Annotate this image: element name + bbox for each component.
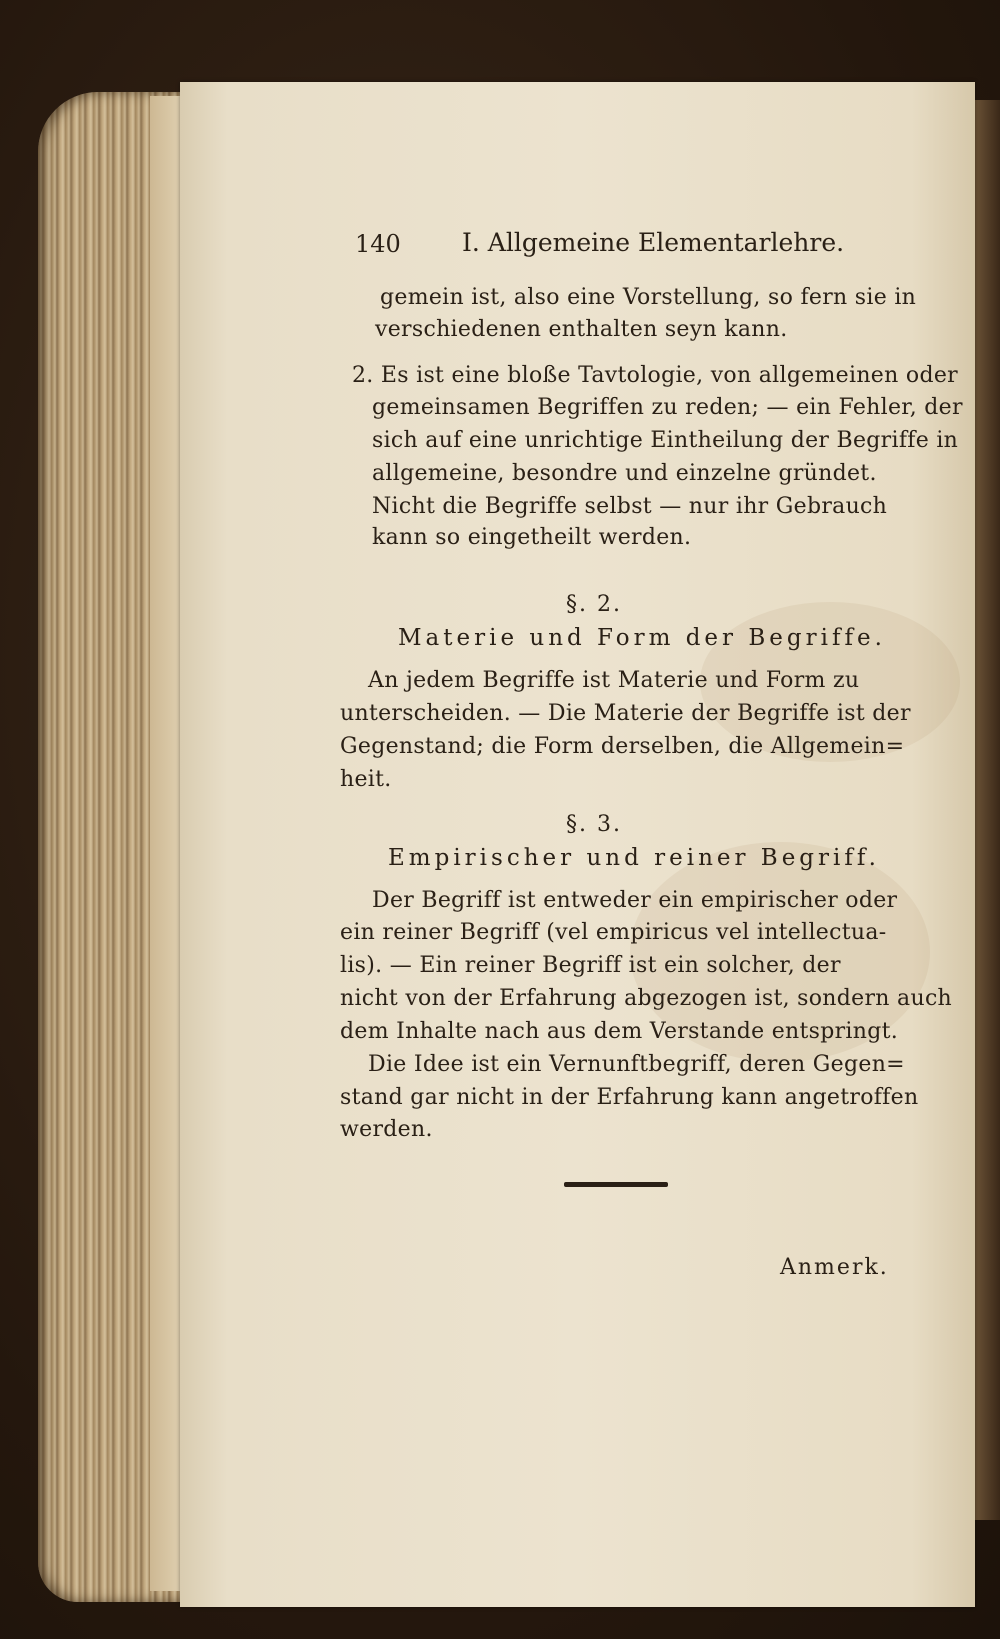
text-line: Der Begriff ist entweder ein empirischer oder [372, 888, 898, 913]
page-number: 140 [355, 230, 401, 258]
section-heading: Empirischer und reiner Begriff. [388, 845, 880, 871]
text-line: ein reiner Begriff (vel empiricus vel intellectua- [340, 920, 887, 945]
section-number: §. 3. [566, 812, 622, 837]
text-line: Die Idee ist ein Vernunftbegriff, deren Gegen= [368, 1052, 905, 1077]
catchword: Anmerk. [780, 1255, 889, 1280]
text-line: stand gar nicht in der Erfahrung kann angetroffen [340, 1085, 919, 1110]
text-line: gemeinsamen Begriffen zu reden; — ein Fehler, der [372, 395, 963, 420]
text-line: verschiedenen enthalten seyn kann. [375, 317, 788, 342]
text-line: An jedem Begriffe ist Materie und Form zu [368, 668, 860, 693]
decorative-rule [564, 1182, 668, 1187]
running-title: I. Allgemeine Elementarlehre. [462, 228, 845, 257]
section-heading: Materie und Form der Begriffe. [398, 625, 886, 651]
facing-page-edge [975, 100, 1000, 1520]
text-line: nicht von der Erfahrung abgezogen ist, sondern auch [340, 986, 953, 1011]
text-line: unterscheiden. — Die Materie der Begriffe ist der [340, 701, 911, 726]
text-line: kann so eingetheilt werden. [372, 525, 692, 550]
text-line: allgemeine, besondre und einzelne gründet. [372, 461, 877, 486]
text-line: gemein ist, also eine Vorstellung, so fern sie in [380, 285, 917, 310]
text-line: werden. [340, 1117, 433, 1142]
section-number: §. 2. [566, 592, 622, 617]
text-line: dem Inhalte nach aus dem Verstande entspringt. [340, 1019, 899, 1044]
text-line: lis). — Ein reiner Begriff ist ein solcher, der [340, 953, 841, 978]
text-line: 2. Es ist eine bloße Tavtologie, von allgemeinen oder [352, 363, 958, 388]
text-line: sich auf eine unrichtige Eintheilung der Begriffe in [372, 428, 959, 453]
text-line: Nicht die Begriffe selbst — nur ihr Gebrauch [372, 494, 888, 519]
text-line: Gegenstand; die Form derselben, die Allgemein= [340, 734, 905, 759]
text-line: heit. [340, 767, 392, 792]
